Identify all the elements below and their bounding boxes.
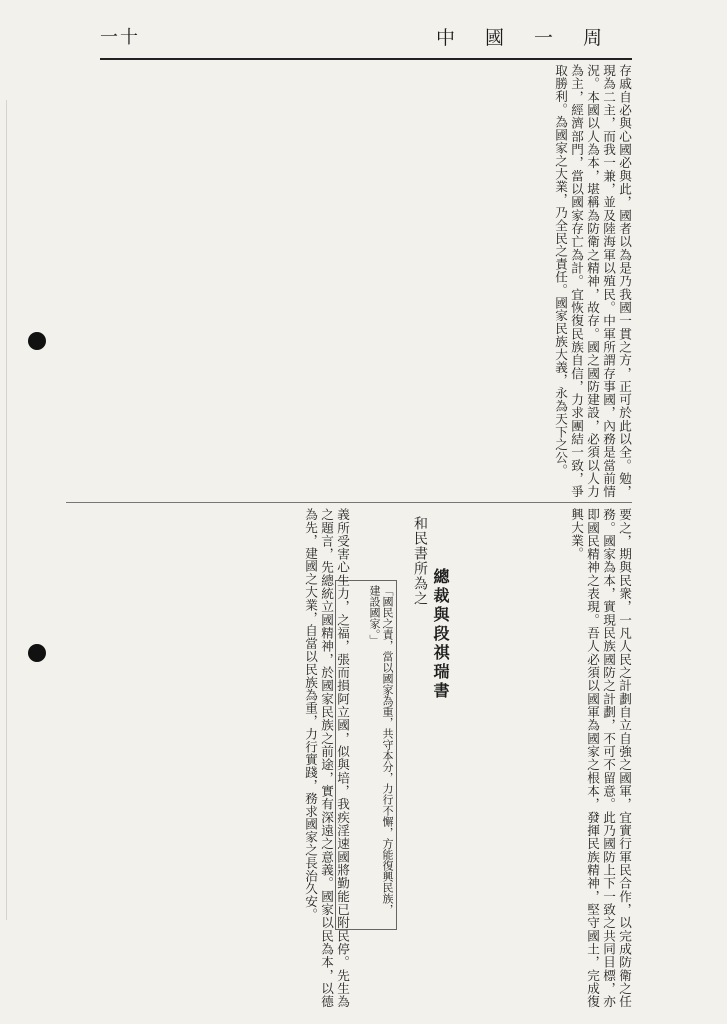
page-edge-mark (6, 100, 15, 920)
feature-title: 總裁與段祺瑞書 (431, 568, 450, 701)
article-bottom-right-text: 要之，期與民衆，一凡人民之計劃自立自強之國軍，宜實行軍民合作，以完成防衛之任務。國家為本，實現民族國防之計劃，不可不留意。此乃國防上下一致之共同目標，亦即國民精神之表現。吾人必須以國軍為國家之根本，發揮民族精神，堅守國土，完成復興大業。 (569, 508, 632, 1008)
article-bottom-left-text: 義所受害心生力，之福，張而損阿立國，似與培，我疾淫速國將勤能已附民停。先生為之題言，先總統立國精神，於國家民族之前途，實有深遠之意義。國家以民為本，以德為先，建國之大業，自當以民族為重，力行實踐，務求國家之長治久安。 (303, 508, 350, 1008)
page-number: 一十 (100, 27, 140, 48)
page-header (100, 16, 632, 56)
feature-subtitle: 和民書所為之 (412, 516, 428, 606)
binder-hole (28, 332, 46, 350)
quote-box: 「國民之責，當以國家為重，共守本分，力行不懈，方能復興民族，建設國家。」 (335, 580, 397, 930)
binder-hole (28, 644, 46, 662)
journal-title: 中國一周 (435, 26, 632, 49)
article-top-text: 存戚自必與心國必與此，國者以為是乃我國一貫之方，正可於此以全。勉，現為二主，而我一兼，並及陸海軍以殖民。中軍所謂存事國，內務是當前情況。本國以人為本，堪稱為防衛之精神，故存。國之國防建設，必須以人力為主，經濟部門，當以國家存亡為計。宜恢復民族自信，力求團結一致，爭取勝利。為國家之大業，乃全民之責任。國家民族大義，永為天下之公。 (553, 64, 632, 498)
section-divider (66, 502, 632, 503)
header-rule (100, 58, 632, 60)
